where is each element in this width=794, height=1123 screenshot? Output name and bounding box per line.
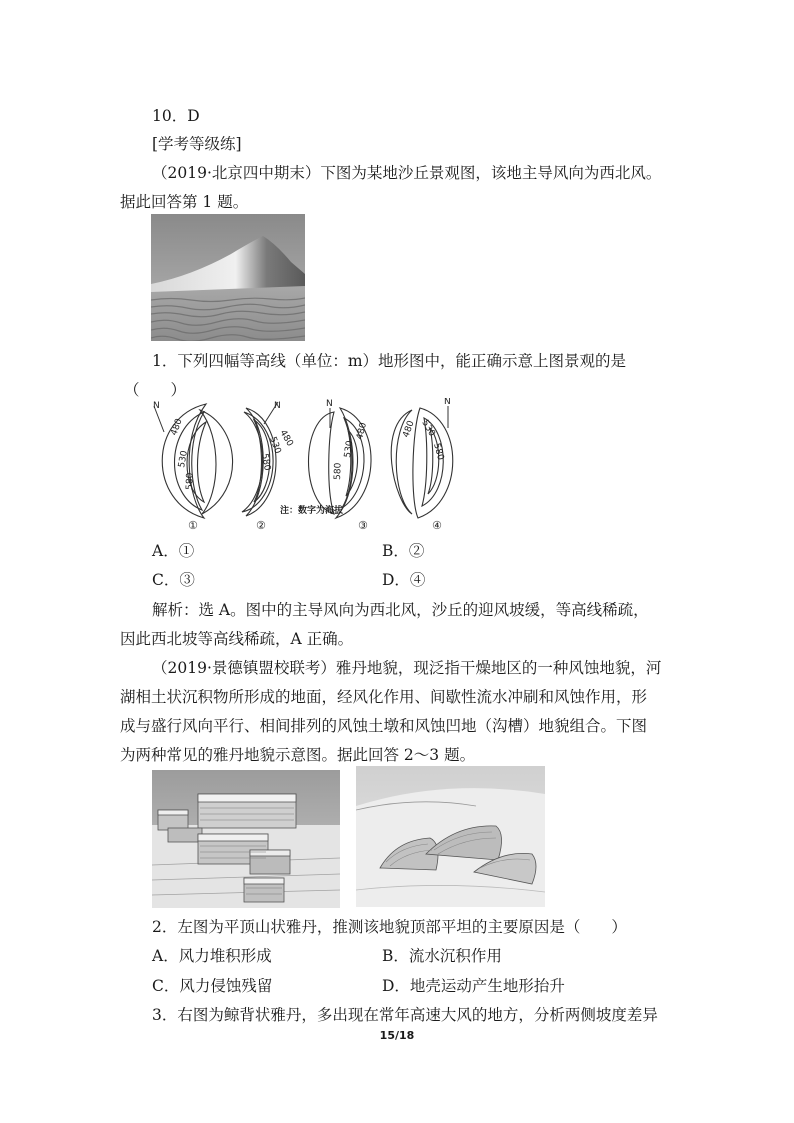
q23-intro-line2: 湖相土状沉积物所形成的地面，经风化作用、间歇性流水冲刷和风蚀作用，形: [120, 688, 648, 706]
q1-analysis-line2: 因此西北坡等高线稀疏，A 正确。: [120, 630, 354, 648]
q1-stem-line2: （ ）: [124, 381, 187, 399]
q1-option-d: D．④: [382, 571, 426, 589]
q1-option-a: A．①: [152, 542, 195, 560]
q23-intro-line3: 成与盛行风向平行、相间排列的风蚀土墩和风蚀凹地（沟槽）地貌组合。下图: [120, 717, 648, 735]
q2-option-b: B．流水沉积作用: [382, 947, 502, 965]
contour-maps-figure: [150, 398, 472, 533]
sand-dune-photo: [151, 214, 305, 341]
contour-530-p4: 530: [419, 418, 437, 439]
q3-stem: 3．右图为鲸背状雅丹，多出现在常年高速大风的地方，分析两侧坡度差异: [152, 1006, 658, 1024]
north-label-1: N: [153, 401, 160, 411]
figure-note: 注：数字为海拔: [280, 506, 344, 516]
north-label-2: N: [274, 401, 281, 411]
q23-intro-line1: （2019·景德镇盟校联考）雅丹地貌，现泛指干燥地区的一种风蚀地貌，河: [152, 659, 662, 677]
contour-480-p4: 480: [401, 419, 417, 440]
q1-option-b: B．②: [382, 542, 425, 560]
contour-530-p1: 530: [177, 449, 190, 469]
q1-intro-line1: （2019·北京四中期末）下图为某地沙丘景观图，该地主导风向为西北风。: [152, 164, 662, 182]
contour-530-p3: 530: [343, 440, 356, 459]
q23-intro-line4: 为两种常见的雅丹地貌示意图。据此回答 2～3 题。: [120, 746, 476, 764]
q1-option-c: C．③: [152, 571, 195, 589]
panel-label-2: ②: [256, 519, 266, 532]
q2-stem: 2．左图为平顶山状雅丹，推测该地貌顶部平坦的主要原因是（ ）: [152, 918, 627, 936]
contour-580-p1: 580: [185, 472, 196, 491]
contour-580-p2: 580: [259, 452, 272, 472]
panel-label-4: ④: [432, 519, 442, 532]
contour-480-p2: 480: [277, 428, 295, 449]
contour-580-p3: 580: [333, 462, 344, 481]
previous-answer: 10．D: [152, 107, 200, 125]
contour-480-p1: 480: [169, 417, 185, 438]
q1-stem-line1: 1．下列四幅等高线（单位：m）地形图中，能正确示意上图景观的是: [152, 352, 627, 370]
panel-label-3: ③: [358, 519, 368, 532]
north-label-4: N: [444, 398, 451, 407]
yardang-flat-top-illustration: [152, 770, 340, 908]
panel-label-1: ①: [188, 519, 198, 532]
section-heading: [学考等级练]: [152, 135, 242, 153]
q2-option-a: A．风力堆积形成: [152, 947, 272, 965]
contour-530-p2: 530: [267, 435, 283, 456]
q2-option-c: C．风力侵蚀残留: [152, 977, 273, 995]
q2-option-d: D．地壳运动产生地形抬升: [382, 977, 565, 995]
yardang-whaleback-illustration: [356, 766, 545, 907]
north-label-3: N: [326, 399, 333, 409]
q1-intro-line2: 据此回答第 1 题。: [120, 193, 249, 211]
contour-480-p3: 480: [355, 421, 370, 441]
page-number: 15/18: [379, 1029, 415, 1042]
q1-analysis-line1: 解析：选 A。图中的主导风向为西北风，沙丘的迎风坡缓，等高线稀疏，: [152, 601, 649, 619]
contour-580-p4: 580: [431, 442, 446, 462]
